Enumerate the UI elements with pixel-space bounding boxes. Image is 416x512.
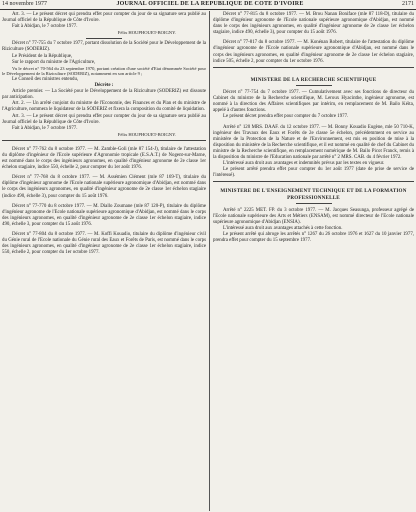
decree-755-heading: Décret n° 77-755 du 7 octobre 1977, portant dissolution de la Société pour le Développement de la Riziculture (SODERIZ). bbox=[2, 41, 206, 53]
considering-line: Vu le décret n° 70-564 du 23 septembre 1970, portant création d'une société d'Etat dénommée Société pour le Développement de la Riziculture (SODERIZ), notamment en son article 9 ; bbox=[2, 65, 206, 77]
decree-768: Décret n° 77-768 du 8 octobre 1977. — M. Assémien Clément (mle 87 169-T), titulaire du diplôme d'ingénieur agronome de l'Ecole nationale supérieure agronomique d'Abidjan, est nommé dans le corps des ingénieurs agronomes, en qualité d'ingénieur agronome de 2e classe 1er échelon stagiaire (indice 490, échelle 3), pour compter du 15 août 1976. bbox=[2, 175, 206, 199]
header-date: 14 novembre 1977 bbox=[2, 1, 47, 7]
order-120-effect: Le présent arrêté prendra effet pour compter du 1er août 1977 (date de prise de service de l'intéressé). bbox=[213, 167, 414, 179]
article-3-text: Art. 3. — Le présent décret qui prendra effet pour compter du jour de sa signature sera publié au Journal officiel de la République de Côte d'Ivoire. bbox=[2, 12, 206, 24]
decree-754: Décret n° 77-754 du 7 octobre 1977. — Cumulativement avec ses fonctions de directeur du Cabinet du ministre de la Recherche scientifique, M. Leroux Hyacinthe, ingénieur agronome, est nommé à la direction des Affaires scientifiques par intérim, en remplacement de M. Bailo Kéita, appelé à d'autres fonctions. bbox=[213, 90, 414, 114]
done-at-1: Fait à Abidjan, le 7 octobre 1977. bbox=[12, 24, 78, 30]
column-divider bbox=[209, 11, 210, 511]
decree-754-effect: Le présent décret prendra effet pour compter du 7 octobre 1977. bbox=[223, 114, 349, 120]
order-2225: Arrêté n° 2225 MET. FP. du 3 octobre 1977. — M. Jacques Seasunga, professeur agrégé de l'Ecole nationale supérieure des Arts et Métiers (ENSAM), est nommé directeur de l'Ecole nationale supérieure agronomique d'Abidjan (ENSIA). bbox=[213, 207, 414, 226]
article-3b-text: Art. 3. — Le présent décret qui prendra effet pour compter du jour de sa signature sera publié au Journal officiel de la République de Côte d'Ivoire. bbox=[2, 113, 206, 125]
order-2225-benefits: L'intéressé aura droit aux avantages attachés à cette fonction. bbox=[223, 226, 343, 232]
header-title: JOURNAL OFFICIEL DE LA REPUBLIQUE DE COTE D'IVOIRE bbox=[116, 1, 304, 7]
header-page-number: 2171 bbox=[402, 1, 414, 7]
article-1-text: Article premier. — La Société pour le Développement de la Riziculture (SODERIZ) est dissoute par anticipation. bbox=[2, 89, 206, 101]
decrees-label: Décrète : bbox=[94, 83, 114, 89]
separator bbox=[213, 67, 414, 68]
page-header bbox=[0, 0, 416, 9]
separator bbox=[86, 38, 122, 39]
council-line: Le Conseil des ministres entendu, bbox=[12, 76, 79, 82]
separator bbox=[296, 203, 332, 204]
article-2-text: Art. 2. — Un arrêté conjoint du ministre de l'Economie, des Finances et du Plan et du ministre de l'Agriculture, nommera le liquidateur de la SODERIZ et fixera la composition du comité de liquidation. bbox=[2, 101, 206, 113]
ministry-heading-technical-education: MINISTERE DE L'ENSEIGNEMENT TECHNIQUE ET DE LA FORMATION PROFESSIONNELLE bbox=[220, 188, 407, 201]
ministry-heading-research: MINISTERE DE LA RECHERCHE SCIENTIFIQUE bbox=[250, 76, 377, 83]
order-120: Arrêté n° 120 MRS. DAAF. du 12 octobre 1977. — M. Bonny Kouadio Eugène, mle 50 710-K, ingénieur des Travaux des Eaux et Forêts de 2e classe 5e échelon, précédemment en service au ministère de la Protection de la Nature et de l'Environnement, est mis en position de mise à la disposition du ministère de la Recherche scientifique, et il est nommé en qualité de chef du Cabinet du ministre de la Recherche scientifique, en remplacement numérique de M. Bailo Picot Franck, remis à la disposition du ministre de l'Education nationale par arrêté n° 2 MRS. CAB. du 4 février 1972. bbox=[213, 124, 414, 160]
done-at-2: Fait à Abidjan, le 7 octobre 1977. bbox=[12, 125, 78, 131]
decree-815: Décret n° 77-815 du 8 octobre 1977. — M. Brou Nanan Boniface (mle 87 118-D), titulaire du diplôme d'ingénieur agronome de l'Ecole nationale supérieure agronomique d'Abidjan, est nommé dans le corps des ingénieurs agronomes, en qualité d'ingénieur agronome de 2e classe 1er échelon stagiaire, indice 490, échelle 3), pour compter du 15 août 1976. bbox=[213, 12, 414, 36]
decree-762: Décret n° 77-762 du 8 octobre 1977. — M. Zamble-Goli (mle 87 154-J), titulaire de l'attestation du diplôme d'ingénieur de l'Ecole supérieure d'Agronomie tropicale (E.S.A.T.) de Nogent-sur-Marne, est nommé dans le corps des ingénieurs agronomes, en qualité d'ingénieur agronome de 2e classe 1er échelon stagiaire, indice 550, échelle 2, pour compter du 1er août 1976. bbox=[2, 146, 206, 171]
report-line: Sur le rapport du ministre de l'Agriculture, bbox=[12, 59, 96, 65]
right-column bbox=[213, 12, 414, 245]
separator bbox=[213, 181, 414, 182]
signature-1: Félix HOUPHOUET-BOIGNY. bbox=[117, 30, 176, 36]
decree-817: Décret n° 77-817 du 8 octobre 1977. — M. Konénan Robert, titulaire de l'attestation du diplôme d'ingénieur agronome de l'Ecole nationale supérieure agronomique d'Abidjan, est nommé dans le corps des ingénieurs agronomes, en qualité d'ingénieur agronome de 2e classe 1er échelon stagiaire, indice 505, échelle 2, pour compter du 1er octobre 1976. bbox=[213, 40, 414, 64]
order-120-benefits: L'intéressé aura droit aux avantages et indemnités prévus par les textes en vigueur. bbox=[223, 161, 385, 167]
signature-2: Félix HOUPHOUET-BOIGNY. bbox=[117, 131, 176, 137]
separator bbox=[2, 140, 206, 141]
order-2225-effect: Le présent arrêté qui abroge les arrêtés n° 1267 du 26 octobre 1976 et 1627 du 10 janvier 1977, prendra effet pour compter du 15 septembre 1977. bbox=[213, 232, 414, 244]
decree-804: Décret n° 77-804 du 8 octobre 1977. — M. Koffi Kouadio, titulaire du diplôme d'ingénieur civil du Génie rural de l'Ecole nationale du Génie rural des Eaux et Forêts de Paris, est nommé dans le corps des ingénieurs agronomes, en qualité d'ingénieur agronome de 2e classe 1er échelon stagiaire, indice 550, échelle 2, pour compter du 1er octobre 1977. bbox=[2, 232, 206, 256]
header-rule bbox=[0, 9, 416, 10]
decree-770: Décret n° 77-770 du 8 octobre 1977. — M. Diallo Zoumane (mle 87 120-P), titulaire du diplôme d'ingénieur agronome de l'Ecole nationale supérieure agronomique d'Abidjan, est nommé dans le corps des ingénieurs agronomes, en qualité d'ingénieur agronome de 2e classe 1er échelon stagiaire, indice 490, échelle 3, pour compter du 15 août 1976. bbox=[2, 203, 206, 227]
left-column bbox=[2, 12, 206, 256]
president-line: Le Président de la République, bbox=[12, 53, 73, 59]
separator bbox=[296, 85, 332, 86]
